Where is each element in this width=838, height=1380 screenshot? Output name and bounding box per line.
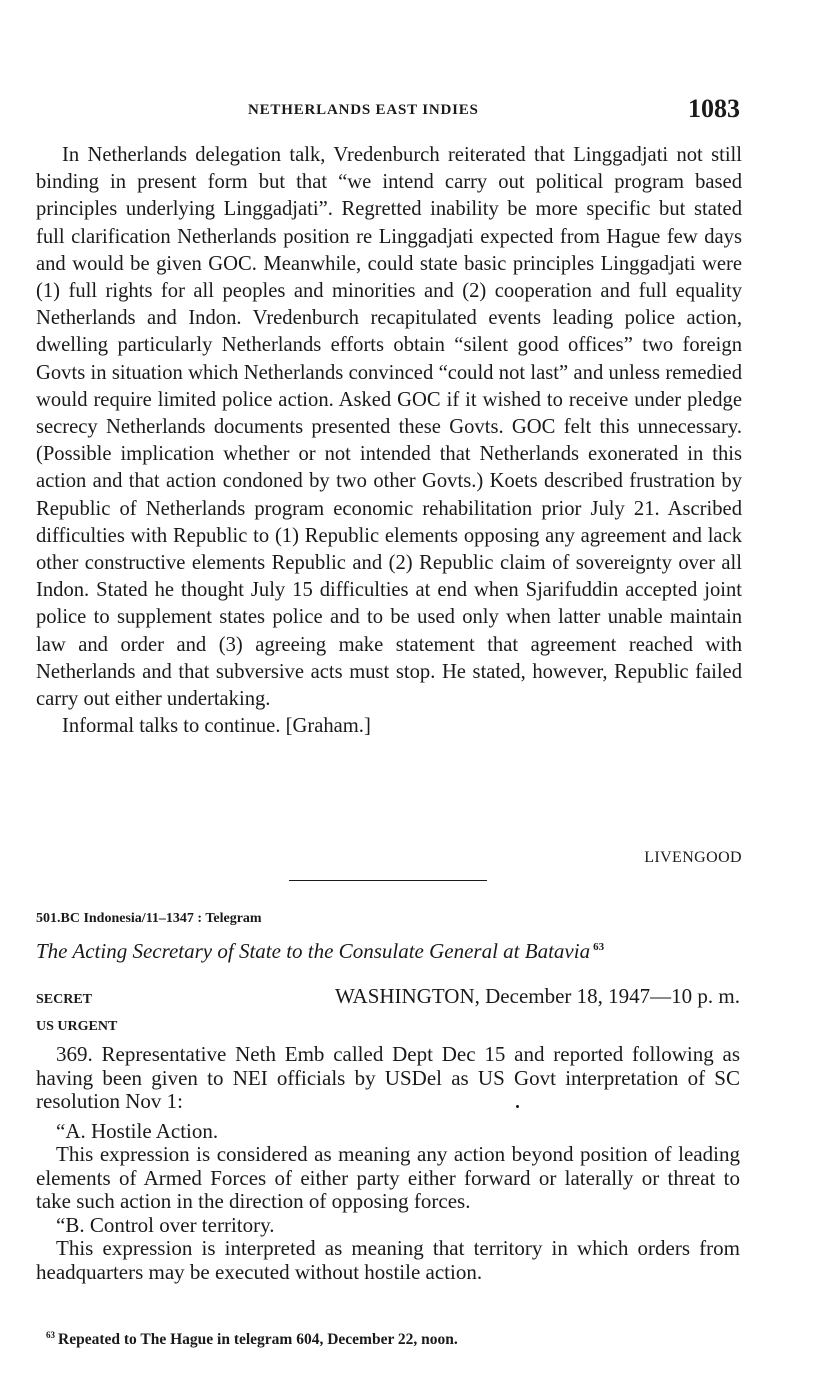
signature: LIVENGOOD — [644, 849, 742, 866]
page-number: 1083 — [688, 94, 740, 123]
item-b-heading: “B. Control over territory. — [56, 1212, 275, 1237]
classification-secret: SECRET — [36, 992, 93, 1007]
file-reference: 501.BC Indonesia/11–1347 : Telegram — [36, 911, 262, 926]
footnote — [46, 1330, 458, 1349]
previous-document-body — [36, 142, 742, 740]
running-title: NETHERLANDS EAST INDIES — [248, 102, 479, 118]
title-footnote-mark: 63 — [593, 941, 605, 953]
page-header — [0, 94, 838, 130]
section-divider — [289, 880, 487, 881]
footnote-text: Repeated to The Hague in telegram 604, December 22, noon. — [58, 1331, 458, 1348]
classification-block — [36, 986, 117, 1040]
classification-urgent: US URGENT — [36, 1019, 118, 1034]
dateline: WASHINGTON, December 18, 1947—10 p. m. — [335, 984, 740, 1008]
document-title — [36, 939, 742, 964]
document-title-text: The Acting Secretary of State to the Consulate General at Batavia — [36, 939, 591, 963]
item-a-text: This expression is considered as meaning any action beyond position of leading elements of Armed Forces of either party either forward or laterally or threat to take such action in the direction of opposing forces. — [36, 1142, 740, 1213]
footnote-mark: 63 — [46, 1330, 55, 1340]
telegram-paragraph: 369. Representative Neth Emb called Dept Dec 15 and reported following as having been given to NEI officials by USDel as US Govt interpretation of SC resolution Nov 1: — [36, 1042, 740, 1113]
item-a-heading: “A. Hostile Action. — [56, 1118, 219, 1143]
item-b-text: This expression is interpreted as meaning that territory in which orders from headquarters may be executed without hostile action. — [36, 1236, 740, 1284]
body-paragraph: In Netherlands delegation talk, Vredenburch reiterated that Linggadjati not still binding in present form but that “we intend carry out political program based principles underlying Linggadjati”. Regretted inability be more specific but stated full clarification Netherlands position re Linggadjati expected from Hague few days and would be given GOC. Meanwhile, could state basic principles Linggadjati were (1) full rights for all peoples and minorities and (2) cooperation and full equality Netherlands and Indon. Vredenburch recapitulated events leading police action, dwelling particularly Netherlands efforts obtain “silent good offices” two foreign Govts in situation which Netherlands convinced “could not last” and unless remedied would require limited police action. Asked GOC if it wished to receive under pledge secrecy Netherlands documents presented these Govts. GOC felt this unnecessary. (Possible implication whether or not intended that Netherlands exonerated in this action and that action condoned by two other Govts.) Koets described frustration by Republic of Netherlands program economic rehabilitation prior July 21. Ascribed difficulties with Republic to (1) Republic elements opposing any agreement and lack other constructive elements Republic and (2) Republic claim of sovereignty over all Indon. Stated he thought July 15 difficulties at end when Sjarifuddin accepted joint police to supplement states police and to be used only when latter unable maintain law and order and (3) agreeing make statement that agreement reached with Netherlands and that subversive acts must stop. He stated, however, Republic failed carry out either undertaking. — [36, 144, 742, 711]
telegram-body — [36, 1043, 740, 1284]
body-paragraph-closing: Informal talks to continue. [Graham.] — [62, 715, 371, 738]
